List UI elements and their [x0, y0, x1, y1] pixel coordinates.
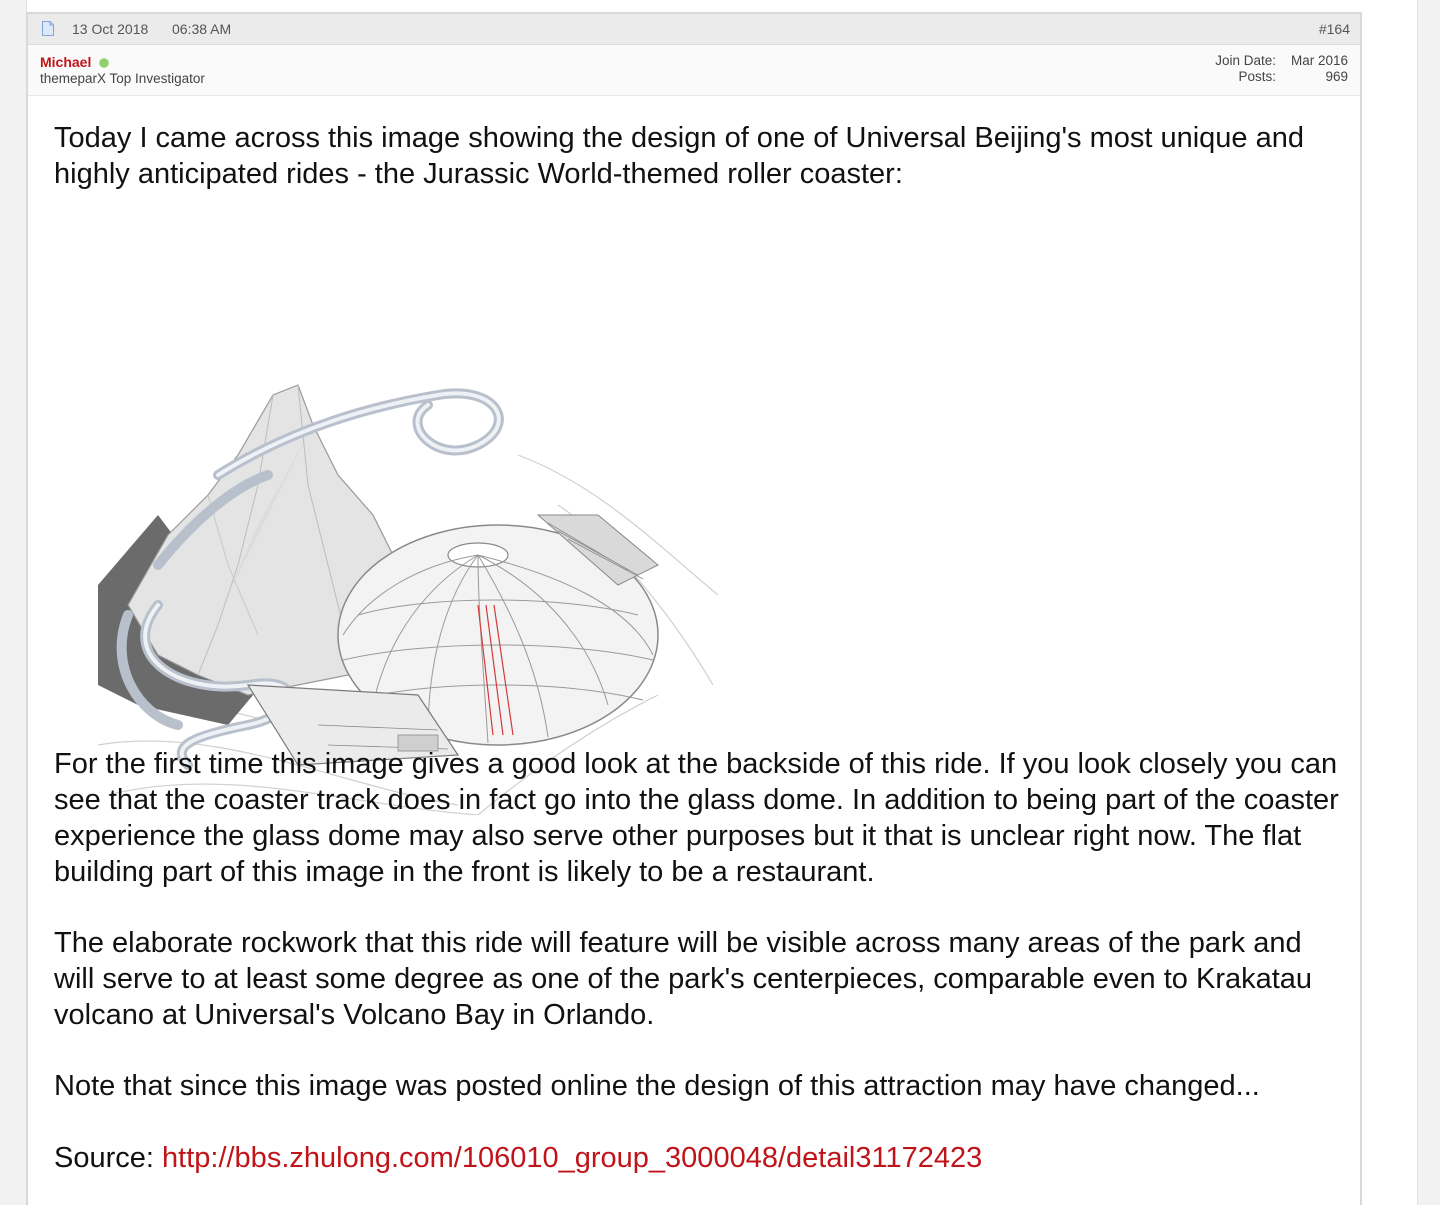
online-dot-icon [100, 59, 108, 67]
username-link[interactable]: Michael [40, 54, 92, 70]
source-label: Source: [54, 1142, 154, 1174]
post-date: 13 Oct 2018 [72, 21, 149, 37]
join-date-value: Mar 2016 [1290, 53, 1348, 68]
user-stats [1206, 53, 1348, 85]
join-date-label: Join Date: [1215, 53, 1276, 68]
post-intro: Today I came across this image showing the design of one of Universal Beijing's most unique and highly anticipated rides - the Jurassic World-themed roller coaster: [54, 122, 1305, 190]
post-header [28, 14, 1360, 45]
post-source [54, 1140, 1344, 1176]
forum-post [26, 12, 1362, 1205]
user-title: themeparX Top Investigator [40, 71, 205, 86]
posts-label: Posts: [1238, 69, 1276, 84]
post-paragraph-3: Note that since this image was posted online the design of this attraction may have changed... [54, 1070, 1260, 1102]
post-paragraph-2: The elaborate rockwork that this ride will feature will be visible across many areas of the park and will serve to at least some degree as one of the park's centerpieces, comparable even to Krakatau volcano at Universal's Volcano Bay in Orlando. [54, 927, 1313, 1031]
document-icon [42, 21, 54, 36]
post-paragraph-1: For the first time this image gives a good look at the backside of this ride. If you look closely you can see that the coaster track does in fact go into the glass dome. In addition to being part of the coaster experience the glass dome may also serve other purposes but it that is unclear right now. The flat building part of this image in the front is likely to be a restaurant. [54, 748, 1339, 888]
post-time: 06:38 AM [172, 21, 232, 37]
post-number-link[interactable]: #164 [1318, 21, 1350, 37]
source-link[interactable]: http://bbs.zhulong.com/106010_group_3000048/detail31172423 [162, 1142, 983, 1174]
user-info [28, 45, 1360, 96]
posts-value: 969 [1325, 69, 1348, 84]
